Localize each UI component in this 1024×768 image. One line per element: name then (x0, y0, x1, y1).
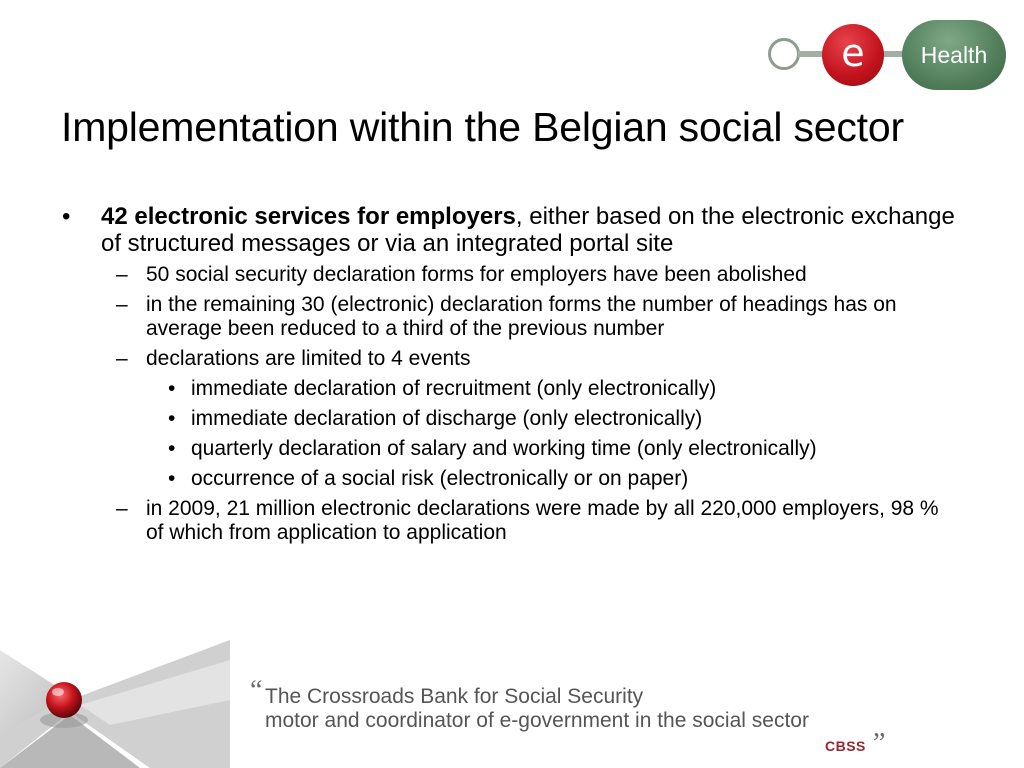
sub-bullet-text: declarations are limited to 4 events (146, 347, 471, 370)
sub-bullet-item (60, 293, 960, 341)
event-text: occurrence of a social risk (electronically or on paper) (191, 467, 689, 490)
close-quote-mark: „ (873, 712, 886, 743)
bullet-dot-icon: • (168, 377, 176, 400)
event-text: immediate declaration of discharge (only electronically) (191, 407, 703, 430)
logo-e-icon: e (822, 24, 884, 86)
event-item (60, 467, 960, 491)
event-item (60, 407, 960, 431)
sub-bullet-text: in the remaining 30 (electronic) declaration forms the number of headings has on average been reduced to a third of the previous number (146, 293, 897, 340)
bullet-dot-icon: • (62, 203, 71, 230)
dash-icon: – (116, 497, 128, 520)
event-text: quarterly declaration of salary and working time (only electronically) (191, 437, 817, 460)
decorative-swoosh-graphic (0, 640, 230, 768)
bullet-item (60, 203, 960, 257)
slide-body (60, 203, 960, 545)
sub-bullet-text: 50 social security declaration forms for employers have been abolished (146, 263, 807, 286)
bullet-dot-icon: • (168, 437, 176, 460)
bullet-text: , either based on the electronic exchange of structured messages or via an integrated portal site (101, 203, 955, 257)
logo-health-label: Health (902, 20, 1006, 90)
slide-title: Implementation within the Belgian social sector (61, 104, 904, 150)
footer-tagline-line1: The Crossroads Bank for Social Security (265, 685, 644, 708)
event-item (60, 437, 960, 461)
event-item (60, 377, 960, 401)
logo-ring-icon (768, 38, 800, 70)
open-quote-mark: “ (250, 675, 263, 706)
sub-bullet-item (60, 497, 960, 545)
bullet-bold-text: 42 electronic services for employers (101, 203, 516, 230)
sub-bullet-item (60, 263, 960, 287)
ehealth-logo (764, 18, 1010, 96)
footer-tagline-line2: motor and coordinator of e-government in the social sector (265, 709, 809, 732)
dash-icon: – (116, 293, 128, 316)
logo-connector (798, 51, 824, 57)
bullet-dot-icon: • (168, 407, 176, 430)
bullet-dot-icon: • (168, 467, 176, 490)
event-text: immediate declaration of recruitment (only electronically) (191, 377, 717, 400)
sub-bullet-text: in 2009, 21 million electronic declarations were made by all 220,000 employers, 98 % of which from application to application (146, 497, 939, 544)
sub-bullet-item (60, 347, 960, 371)
dash-icon: – (116, 263, 128, 286)
dash-icon: – (116, 347, 128, 370)
cbss-brand: CBSS (825, 738, 866, 754)
